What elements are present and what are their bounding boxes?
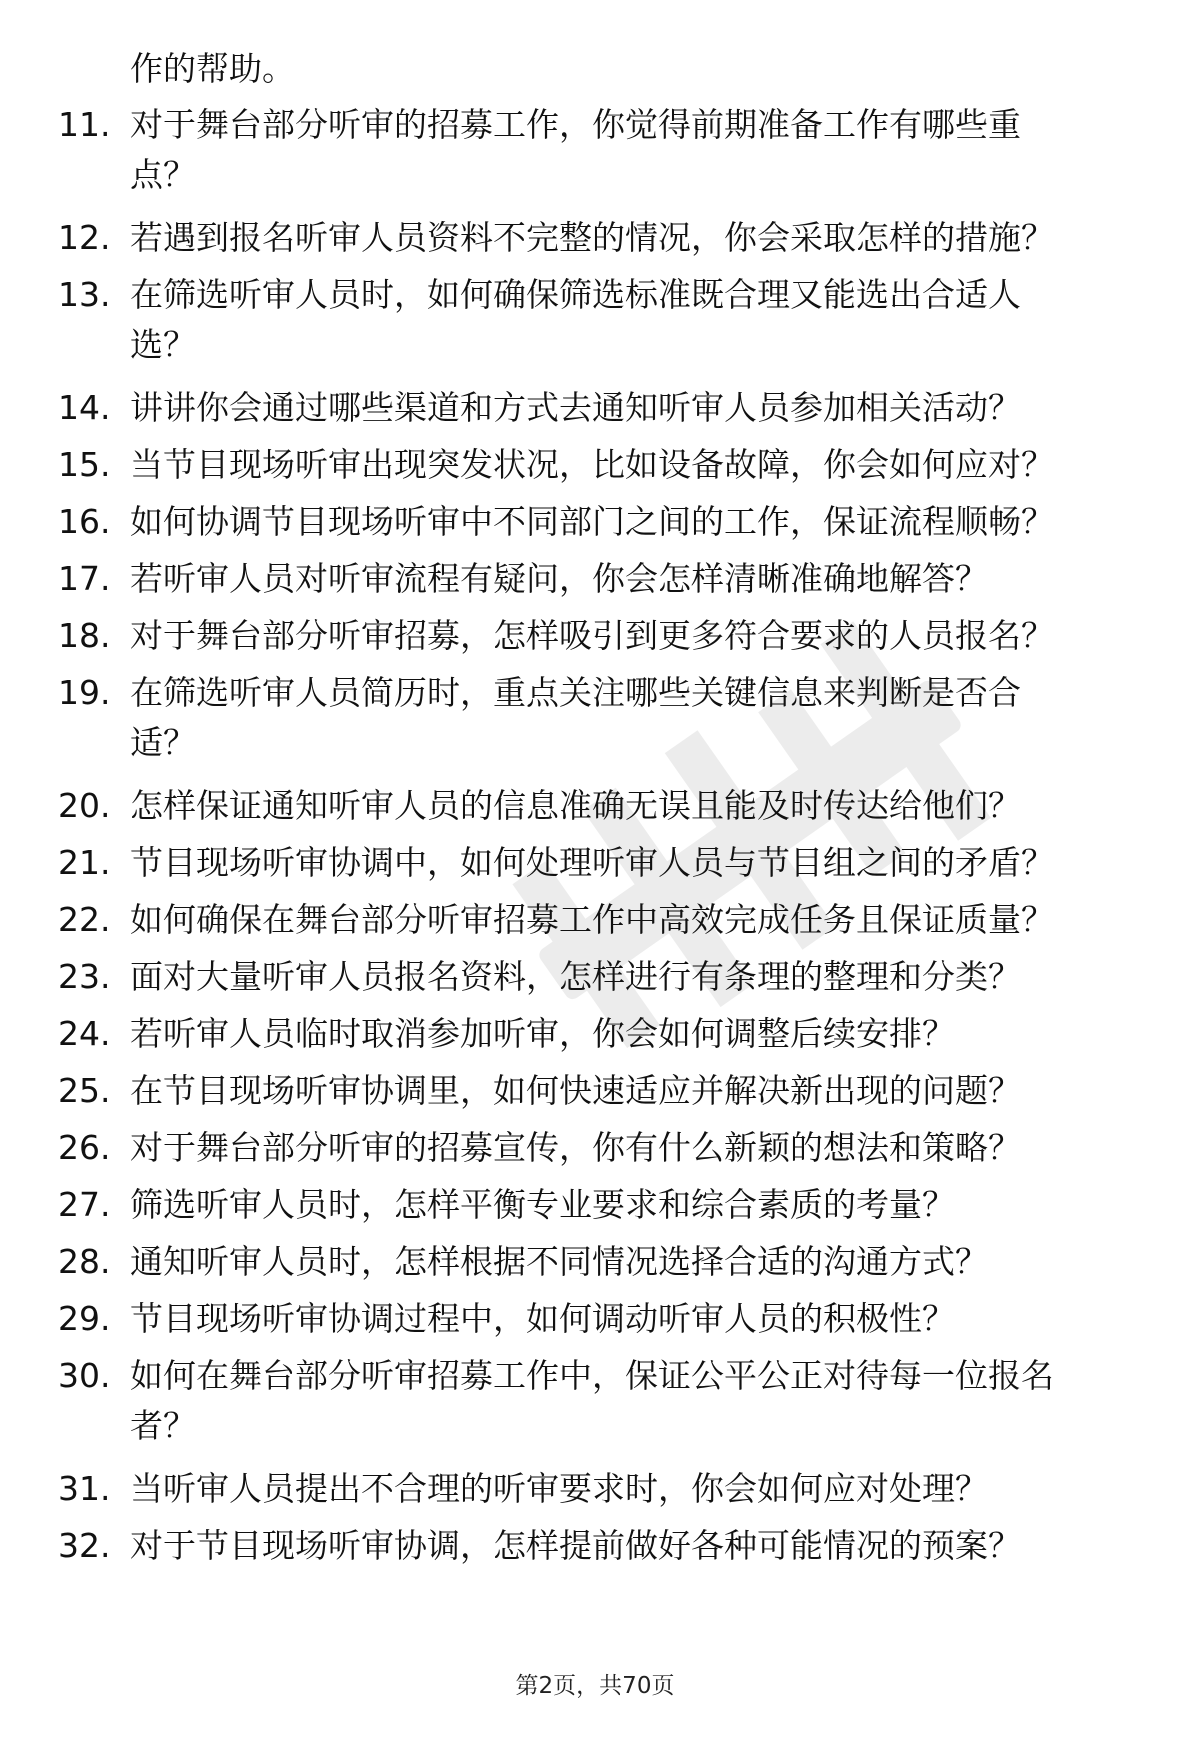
question-number: 31. bbox=[58, 1469, 111, 1508]
question-number: 13. bbox=[58, 275, 111, 314]
question-number: 32. bbox=[58, 1526, 111, 1565]
question-number: 21. bbox=[58, 843, 111, 882]
question-text: 节目现场听审协调中，如何处理听审人员与节目组之间的矛盾？ bbox=[130, 843, 1054, 882]
question-number: 19. bbox=[58, 673, 111, 712]
question-text: 对于舞台部分听审招募，怎样吸引到更多符合要求的人员报名？ bbox=[130, 616, 1054, 655]
question-number: 14. bbox=[58, 388, 111, 427]
question-text: 当听审人员提出不合理的听审要求时，你会如何应对处理？ bbox=[130, 1469, 988, 1508]
question-text: 在筛选听审人员时，如何确保筛选标准既合理又能选出合适人 选？ bbox=[130, 275, 1021, 364]
question-number: 12. bbox=[58, 218, 111, 257]
question-text: 对于舞台部分听审的招募工作，你觉得前期准备工作有哪些重 点？ bbox=[130, 105, 1021, 194]
question-text: 通知听审人员时，怎样根据不同情况选择合适的沟通方式？ bbox=[130, 1242, 988, 1281]
question-text: 筛选听审人员时，怎样平衡专业要求和综合素质的考量？ bbox=[130, 1185, 955, 1224]
question-text: 面对大量听审人员报名资料，怎样进行有条理的整理和分类？ bbox=[130, 957, 1021, 996]
question-number: 17. bbox=[58, 559, 111, 598]
question-number: 28. bbox=[58, 1242, 111, 1281]
question-number: 29. bbox=[58, 1299, 111, 1338]
question-text: 在筛选听审人员简历时，重点关注哪些关键信息来判断是否合 适？ bbox=[130, 673, 1021, 762]
page-footer: 第2页，共70页 bbox=[515, 1673, 675, 1699]
question-number: 16. bbox=[58, 502, 111, 541]
question-number: 25. bbox=[58, 1071, 111, 1110]
question-number: 18. bbox=[58, 616, 111, 655]
question-number: 22. bbox=[58, 900, 111, 939]
question-number: 30. bbox=[58, 1356, 111, 1395]
question-number: 15. bbox=[58, 445, 111, 484]
question-number: 20. bbox=[58, 786, 111, 825]
question-text: 当节目现场听审出现突发状况，比如设备故障，你会如何应对？ bbox=[130, 445, 1054, 484]
question-number: 27. bbox=[58, 1185, 111, 1224]
question-text: 在节目现场听审协调里，如何快速适应并解决新出现的问题？ bbox=[130, 1071, 1021, 1110]
question-text: 节目现场听审协调过程中，如何调动听审人员的积极性？ bbox=[130, 1299, 955, 1338]
question-number: 24. bbox=[58, 1014, 111, 1053]
question-number: 26. bbox=[58, 1128, 111, 1167]
question-text: 如何协调节目现场听审中不同部门之间的工作，保证流程顺畅？ bbox=[130, 502, 1054, 541]
question-number: 23. bbox=[58, 957, 111, 996]
question-text: 若听审人员临时取消参加听审，你会如何调整后续安排？ bbox=[130, 1014, 955, 1053]
question-text: 若遇到报名听审人员资料不完整的情况，你会采取怎样的措施？ bbox=[130, 218, 1054, 257]
continuation-text: 作的帮助。 bbox=[130, 49, 295, 88]
question-text: 对于舞台部分听审的招募宣传，你有什么新颖的想法和策略？ bbox=[130, 1128, 1021, 1167]
question-text: 讲讲你会通过哪些渠道和方式去通知听审人员参加相关活动？ bbox=[130, 388, 1021, 427]
question-number: 11. bbox=[58, 105, 111, 144]
question-text: 怎样保证通知听审人员的信息准确无误且能及时传达给他们？ bbox=[130, 786, 1021, 825]
question-text: 如何在舞台部分听审招募工作中，保证公平公正对待每一位报名 者？ bbox=[130, 1356, 1054, 1445]
question-text: 若听审人员对听审流程有疑问，你会怎样清晰准确地解答？ bbox=[130, 559, 988, 598]
question-text: 对于节目现场听审协调，怎样提前做好各种可能情况的预案？ bbox=[130, 1526, 1021, 1565]
question-text: 如何确保在舞台部分听审招募工作中高效完成任务且保证质量？ bbox=[130, 900, 1054, 939]
